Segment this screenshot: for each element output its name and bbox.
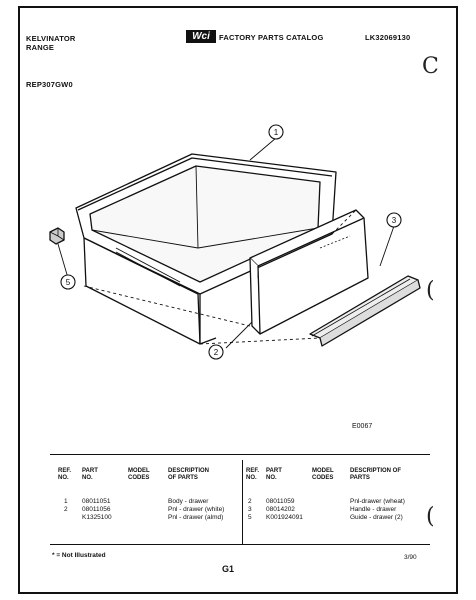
ref-no: 1 xyxy=(64,498,68,505)
header-description-right: DESCRIPTION OF PARTS xyxy=(350,468,402,481)
header-model-codes: MODEL CODES xyxy=(128,468,150,481)
page-number: G1 xyxy=(222,564,235,574)
callout-1-label: 1 xyxy=(273,128,279,137)
table-row xyxy=(64,498,68,506)
description: Pnl - drawer (almd) xyxy=(168,514,224,521)
figure-code: E0067 xyxy=(352,423,373,430)
model-number: REP307GW0 xyxy=(26,80,73,89)
margin-mark: ( xyxy=(426,278,435,303)
callout-5 xyxy=(61,275,75,289)
header-ref-no: REF. NO. xyxy=(58,468,72,481)
callout-1 xyxy=(269,125,283,139)
ref-no: 3 xyxy=(248,506,252,513)
margin-mark: C xyxy=(422,54,439,79)
part-no: 08011056 xyxy=(82,506,111,513)
description: Pnl-drawer (wheat) xyxy=(350,498,405,505)
brand-name: KELVINATOR xyxy=(26,34,76,43)
description: Guide - drawer (2) xyxy=(350,514,403,521)
footnote: * = Not Illustrated xyxy=(52,552,106,559)
ref-no: 2 xyxy=(64,506,68,513)
header-ref-no-right: REF. NO. xyxy=(246,468,260,481)
table-column-divider xyxy=(242,460,243,544)
description: Handle - drawer xyxy=(350,506,397,513)
callout-3 xyxy=(387,213,401,227)
description: Body - drawer xyxy=(168,498,209,505)
part-no: 08011059 xyxy=(266,498,295,505)
wci-logo: Wci xyxy=(186,30,216,43)
catalog-title: FACTORY PARTS CATALOG xyxy=(219,33,324,42)
ref-no: 5 xyxy=(248,514,252,521)
header-part-no: PART NO. xyxy=(82,468,98,481)
parts-catalog-page xyxy=(18,6,458,594)
header-description: DESCRIPTION OF PARTS xyxy=(168,468,210,481)
description: Pnl - drawer (white) xyxy=(168,506,225,513)
product-type: RANGE xyxy=(26,43,55,52)
ref-no: 2 xyxy=(248,498,252,505)
callout-2-label: 2 xyxy=(213,348,219,357)
header-model-codes-right: MODEL CODES xyxy=(312,468,334,481)
catalog-number: LK32069130 xyxy=(365,33,411,42)
part-no: K1325100 xyxy=(82,514,112,521)
table-bottom-rule xyxy=(50,544,430,545)
table-top-rule xyxy=(50,454,430,455)
part-no: K001924091 xyxy=(266,514,303,521)
drawer-guide xyxy=(50,228,64,244)
part-no: 08011051 xyxy=(82,498,111,505)
callout-2 xyxy=(209,345,223,359)
margin-mark: ( xyxy=(426,504,435,529)
part-no: 08014202 xyxy=(266,506,295,513)
callout-3-label: 3 xyxy=(391,216,397,225)
revision-date: 3/90 xyxy=(404,554,417,561)
exploded-drawer-diagram xyxy=(20,98,456,388)
header-part-no-right: PART NO. xyxy=(266,468,282,481)
callout-5-label: 5 xyxy=(65,278,71,287)
